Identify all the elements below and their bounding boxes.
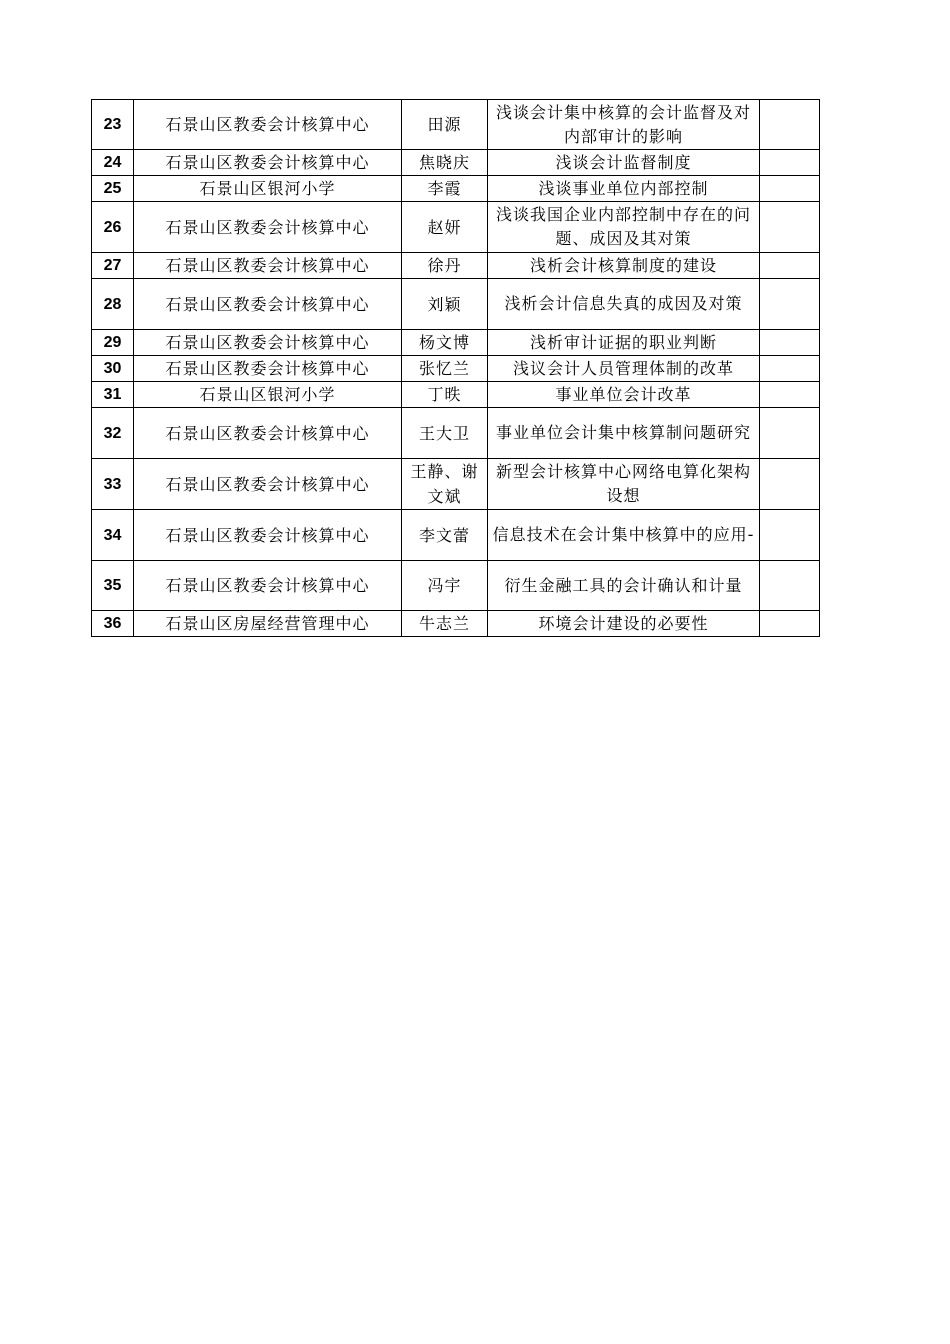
paper-title-cell: 浅析会计核算制度的建设 [488,253,760,279]
paper-title-cell: 浅析审计证据的职业判断 [488,330,760,356]
remark-cell [760,176,820,202]
table-row [92,202,820,253]
table-row [92,356,820,382]
organization-cell: 石景山区教委会计核算中心 [134,100,402,150]
author-cell: 牛志兰 [402,611,488,637]
row-number: 27 [92,253,134,279]
organization-cell: 石景山区教委会计核算中心 [134,253,402,279]
organization-cell: 石景山区银河小学 [134,176,402,202]
paper-list-table [91,99,820,637]
organization-cell: 石景山区教委会计核算中心 [134,330,402,356]
author-cell: 徐丹 [402,253,488,279]
remark-cell [760,100,820,150]
remark-cell [760,330,820,356]
paper-title-cell: 信息技术在会计集中核算中的应用- [488,510,760,561]
paper-title-cell: 新型会计核算中心网络电算化架构设想 [488,459,760,510]
paper-title-cell: 浅析会计信息失真的成因及对策 [488,279,760,330]
table-row [92,100,820,150]
author-cell: 王大卫 [402,408,488,459]
author-cell: 张忆兰 [402,356,488,382]
paper-title-cell: 浅谈事业单位内部控制 [488,176,760,202]
paper-title-cell: 浅谈会计监督制度 [488,150,760,176]
row-number: 26 [92,202,134,253]
organization-cell: 石景山区教委会计核算中心 [134,279,402,330]
author-cell: 杨文博 [402,330,488,356]
table-row [92,330,820,356]
remark-cell [760,202,820,253]
row-number: 34 [92,510,134,561]
paper-title-cell: 浅谈我国企业内部控制中存在的问题、成因及其对策 [488,202,760,253]
organization-cell: 石景山区房屋经营管理中心 [134,611,402,637]
row-number: 29 [92,330,134,356]
remark-cell [760,561,820,611]
remark-cell [760,382,820,408]
table-row [92,150,820,176]
author-cell: 王静、谢文斌 [402,459,488,510]
author-cell: 李文蕾 [402,510,488,561]
organization-cell: 石景山区教委会计核算中心 [134,202,402,253]
author-cell: 冯宇 [402,561,488,611]
row-number: 23 [92,100,134,150]
table-row [92,253,820,279]
organization-cell: 石景山区教委会计核算中心 [134,150,402,176]
author-cell: 焦晓庆 [402,150,488,176]
paper-title-cell: 事业单位会计集中核算制问题研究 [488,408,760,459]
table-row [92,279,820,330]
table-row [92,176,820,202]
remark-cell [760,611,820,637]
row-number: 31 [92,382,134,408]
paper-title-cell: 衍生金融工具的会计确认和计量 [488,561,760,611]
organization-cell: 石景山区教委会计核算中心 [134,561,402,611]
author-cell: 刘颖 [402,279,488,330]
row-number: 36 [92,611,134,637]
remark-cell [760,459,820,510]
paper-title-cell: 环境会计建设的必要性 [488,611,760,637]
organization-cell: 石景山区教委会计核算中心 [134,356,402,382]
organization-cell: 石景山区教委会计核算中心 [134,408,402,459]
table-row [92,382,820,408]
row-number: 33 [92,459,134,510]
table-row [92,408,820,459]
remark-cell [760,253,820,279]
organization-cell: 石景山区教委会计核算中心 [134,510,402,561]
row-number: 32 [92,408,134,459]
table-row [92,561,820,611]
author-cell: 田源 [402,100,488,150]
author-cell: 李霞 [402,176,488,202]
organization-cell: 石景山区银河小学 [134,382,402,408]
paper-title-cell: 事业单位会计改革 [488,382,760,408]
remark-cell [760,150,820,176]
table-row [92,611,820,637]
row-number: 30 [92,356,134,382]
table-row [92,510,820,561]
remark-cell [760,356,820,382]
row-number: 25 [92,176,134,202]
remark-cell [760,279,820,330]
table-row [92,459,820,510]
row-number: 28 [92,279,134,330]
author-cell: 丁昳 [402,382,488,408]
remark-cell [760,408,820,459]
paper-title-cell: 浅议会计人员管理体制的改革 [488,356,760,382]
paper-title-cell: 浅谈会计集中核算的会计监督及对内部审计的影响 [488,100,760,150]
organization-cell: 石景山区教委会计核算中心 [134,459,402,510]
author-cell: 赵妍 [402,202,488,253]
row-number: 24 [92,150,134,176]
row-number: 35 [92,561,134,611]
remark-cell [760,510,820,561]
